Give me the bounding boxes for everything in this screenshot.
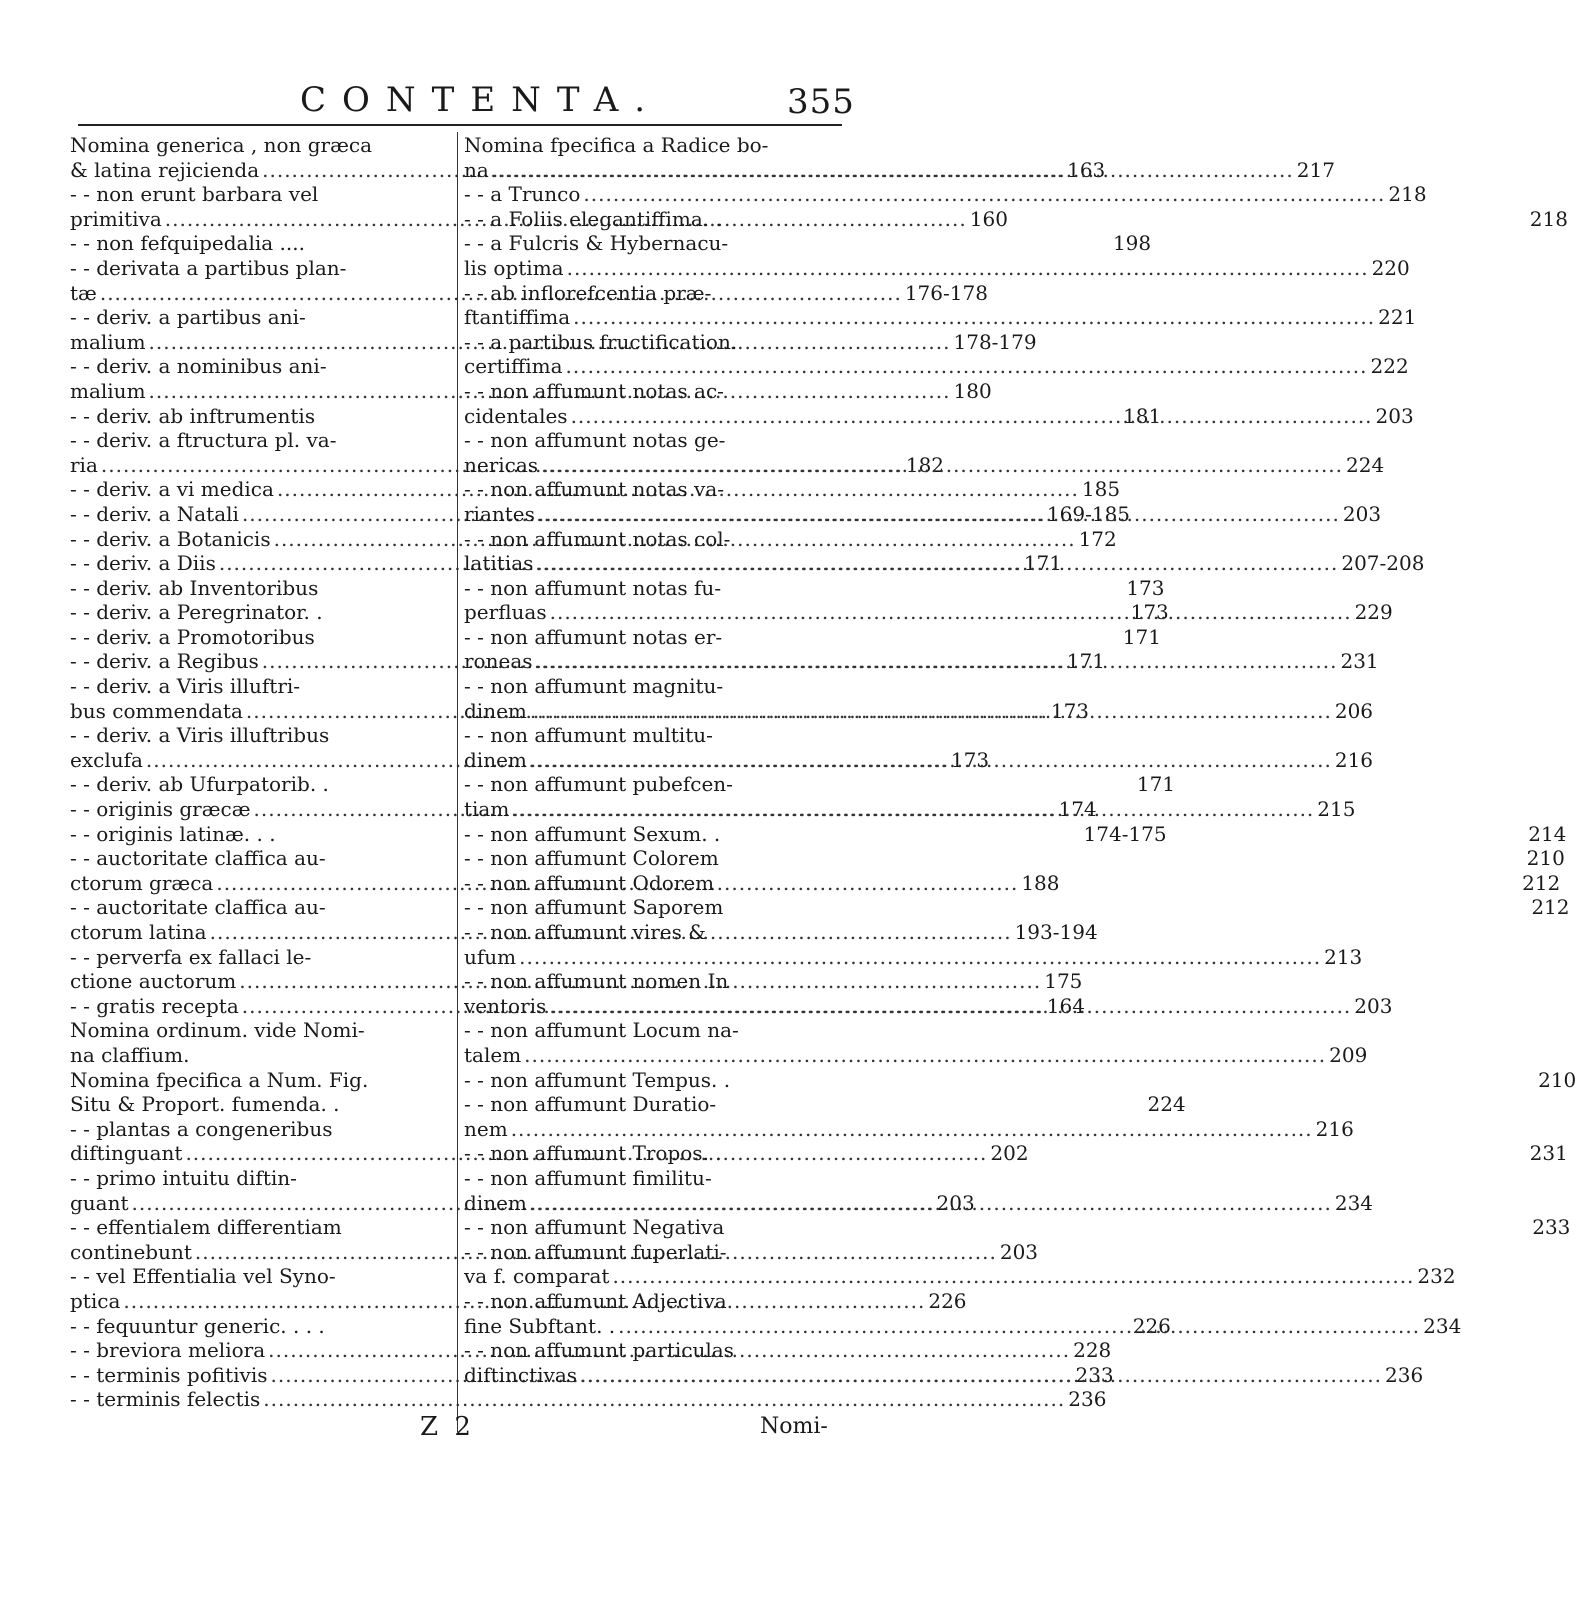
index-entry-line — [464, 1116, 1354, 1142]
entry-text: nericas — [464, 452, 539, 477]
page-reference: 226 — [928, 1288, 967, 1313]
entry-text: - - non affumunt Tempus. . — [464, 1067, 731, 1092]
page-reference: 216 — [1334, 747, 1374, 772]
page-reference: 203 — [999, 1239, 1039, 1264]
entry-text: - - non affumunt fimilitu- — [464, 1165, 712, 1190]
entry-text: ventoris — [464, 993, 547, 1018]
page-reference: 215 — [1317, 797, 1356, 822]
entry-text: diftinguant — [70, 1141, 183, 1166]
page-reference: 236 — [1068, 1387, 1107, 1412]
entry-text: riantes — [464, 501, 535, 526]
index-entry-line — [464, 281, 850, 306]
index-entry-line — [70, 1215, 454, 1240]
page-reference: 174 — [1058, 797, 1097, 822]
index-entry-line — [464, 1018, 850, 1043]
page-reference: 233 — [1532, 1215, 1571, 1240]
entry-text: - - deriv. a Diis — [70, 551, 216, 576]
entry-text: - - non affumunt notas er- — [464, 624, 723, 649]
entry-text: - - non affumunt particulas — [464, 1338, 734, 1363]
page-reference: 217 — [1296, 157, 1335, 182]
entry-text: nem — [464, 1116, 508, 1141]
entry-text: - - perverfa ex fallaci le- — [70, 944, 312, 969]
index-entry-line — [70, 182, 454, 207]
entry-text: - - deriv. ab Inventoribus — [70, 575, 319, 600]
entry-text: ptica — [70, 1288, 121, 1313]
header-rule — [78, 124, 842, 126]
entry-text: - - a Fulcris & Hybernacu- — [464, 231, 729, 256]
index-entry-line — [70, 1043, 454, 1068]
index-entry-line — [70, 428, 454, 453]
entry-text: - - non affumunt Negativa — [464, 1215, 725, 1240]
index-entry-line — [464, 969, 850, 994]
entry-text: - - non affumunt magnitu- — [464, 674, 724, 699]
page-reference: 172 — [1078, 526, 1117, 551]
dot-leader — [583, 182, 1385, 207]
index-entry-line — [70, 674, 454, 699]
entry-text: - - deriv. a partibus ani- — [70, 305, 306, 330]
entry-text: - - non affumunt vires & — [464, 920, 707, 944]
entry-text: ufum — [464, 944, 517, 969]
entry-text: - - originis græcæ — [70, 797, 251, 822]
page-reference: 224 — [1147, 1092, 1186, 1117]
dot-leader — [541, 453, 1343, 478]
entry-text: - - deriv. a Promotoribus — [70, 624, 315, 649]
index-entry-line — [70, 1068, 454, 1093]
entry-text: - - terminis felectis — [70, 1387, 261, 1412]
entry-text: Nomina ordinum. vide Nomi- — [70, 1018, 365, 1043]
page-reference: 182 — [905, 452, 945, 477]
page-reference: 169-185 — [1046, 501, 1131, 526]
dot-leader — [530, 699, 1332, 724]
dot-leader — [524, 1043, 1326, 1068]
entry-text: & latina rejicienda — [70, 157, 260, 182]
index-entry-line — [464, 1092, 850, 1117]
page-reference: 234 — [1334, 1190, 1374, 1215]
page-reference: 171 — [1066, 649, 1105, 674]
index-entry-line — [464, 576, 850, 601]
dot-leader — [530, 1191, 1332, 1216]
entry-text: - - a partibus fructification. — [464, 329, 738, 354]
page-reference: 160 — [969, 206, 1008, 231]
entry-text: va f. comparat — [464, 1264, 610, 1289]
page-reference: 173 — [1050, 698, 1090, 723]
entry-text: - - non fefquipedalia .... — [70, 231, 305, 256]
catchword: Nomi- — [760, 1414, 828, 1439]
entry-text: - - primo intuitu diftin- — [70, 1165, 297, 1190]
page-reference: 206 — [1334, 698, 1374, 723]
index-entry-line — [464, 379, 850, 404]
page-reference: 203 — [1375, 403, 1414, 428]
dot-leader — [571, 404, 1373, 429]
dot-leader — [263, 1387, 1065, 1412]
entry-text: talem — [464, 1042, 522, 1067]
entry-text: ria — [70, 452, 98, 477]
dot-leader — [573, 305, 1375, 330]
entry-text: - - terminis pofitivis — [70, 1362, 268, 1387]
index-entry-line — [464, 1264, 1456, 1289]
index-entry-line — [70, 133, 454, 158]
page-reference: 203 — [1354, 993, 1393, 1018]
page-reference: 171 — [1023, 551, 1062, 576]
index-entry-line — [464, 477, 850, 502]
entry-text: - - fequuntur generic. . . . — [70, 1313, 325, 1338]
entry-text: - - non affumunt Duratio- — [464, 1092, 717, 1117]
index-entry-line — [464, 772, 850, 797]
page-reference: 180 — [953, 378, 992, 403]
page-reference: 233 — [1075, 1362, 1114, 1387]
page-reference: 224 — [1346, 452, 1385, 477]
entry-text: na — [464, 157, 489, 182]
index-entry-line — [464, 255, 1410, 281]
entry-text: ctione auctorum — [70, 969, 237, 994]
page-reference: 202 — [990, 1141, 1029, 1166]
page-reference: 231 — [1529, 1141, 1568, 1166]
entry-text: - - deriv. a Botanicis — [70, 526, 271, 551]
entry-text: - - non affumunt notas ge- — [464, 428, 726, 453]
index-entry-line — [464, 895, 1570, 920]
dot-leader — [580, 1363, 1382, 1388]
dot-leader — [567, 256, 1369, 281]
index-entry-line — [464, 1166, 850, 1191]
entry-text: - - non affumunt notas ac- — [464, 378, 724, 403]
page-reference: 212 — [1531, 895, 1570, 920]
entry-text: - - deriv. a Natali — [70, 501, 239, 526]
entry-text: - - a Trunco — [464, 182, 581, 207]
page-reference: 232 — [1417, 1264, 1456, 1289]
dot-leader — [492, 158, 1294, 183]
index-entry-line — [70, 354, 454, 379]
entry-text: - - deriv. a Regibus — [70, 649, 259, 674]
entry-text: - - deriv. a vi medica — [70, 477, 274, 502]
entry-text: malium — [70, 329, 146, 354]
page-reference: 188 — [1021, 870, 1060, 895]
page-reference: 231 — [1340, 649, 1379, 674]
dot-leader — [549, 994, 1351, 1019]
page-reference: 175 — [1044, 969, 1083, 994]
page-reference: 226 — [1132, 1313, 1171, 1338]
index-entry-line — [70, 1264, 454, 1289]
entry-text: cidentales — [464, 403, 568, 428]
index-entry-line — [464, 625, 850, 650]
page-reference: 181 — [1123, 403, 1162, 428]
entry-text: lis optima — [464, 255, 564, 280]
entry-text: latitias — [464, 551, 534, 576]
page-reference: 229 — [1354, 600, 1393, 625]
index-entry-line — [464, 944, 1363, 970]
entry-text: - - non affumunt Tropos. . — [464, 1141, 722, 1166]
index-entry-line — [464, 133, 850, 158]
entry-text: - - non affumunt Locum na- — [464, 1018, 739, 1043]
entry-text: certiffima — [464, 354, 563, 379]
dot-leader — [536, 649, 1338, 674]
entry-text: ftantiffima — [464, 305, 571, 330]
entry-text: - - vel Effentialia vel Syno- — [70, 1264, 336, 1289]
page-reference: 236 — [1385, 1362, 1424, 1387]
index-entry-line — [70, 723, 454, 748]
dot-leader — [550, 600, 1352, 625]
entry-text: - - non affumunt notas fu- — [464, 575, 722, 600]
page-reference: 173 — [950, 747, 990, 772]
entry-text: - - deriv. a ftructura pl. va- — [70, 428, 337, 453]
dot-leader — [618, 1314, 1420, 1339]
page-reference: 218 — [1529, 206, 1568, 231]
entry-text: exclufa — [70, 747, 143, 772]
page-reference: 198 — [1112, 231, 1152, 256]
entry-text: - - non affumunt fuperlati- — [464, 1239, 727, 1264]
entry-text: - - originis latinæ. . . — [70, 821, 276, 846]
index-entry-line — [464, 1289, 850, 1314]
index-entry-line — [70, 945, 454, 970]
page-reference: 218 — [1388, 182, 1427, 207]
entry-text: - - deriv. a nominibus ani- — [70, 354, 327, 379]
entry-text: Nomina fpecifica a Radice bo- — [464, 133, 769, 157]
entry-text: - - plantas a congeneribus — [70, 1116, 333, 1141]
entry-text: tiam — [464, 797, 510, 822]
page-reference: 173 — [1126, 575, 1165, 600]
entry-text: tæ — [70, 280, 97, 305]
page-number: 355 — [787, 82, 855, 122]
index-entry-line — [70, 1117, 454, 1142]
entry-text: dinem — [464, 698, 527, 723]
entry-text: - - deriv. a Viris illuftribus — [70, 723, 330, 748]
entry-text: ctorum græca — [70, 870, 214, 895]
page-reference: 174-175 — [1083, 821, 1167, 846]
index-entry-line — [464, 1215, 1571, 1240]
page-reference: 173 — [1130, 600, 1169, 625]
index-entry-line — [464, 1240, 850, 1265]
entry-text: - - non affumunt multitu- — [464, 723, 713, 748]
page-reference: 220 — [1371, 255, 1410, 280]
index-entry-line — [464, 428, 850, 453]
entry-text: - - deriv. a Peregrinator. . — [70, 600, 323, 625]
dot-leader — [566, 354, 1368, 379]
index-entry-line — [70, 1018, 454, 1043]
signature-mark: Z 2 — [420, 1412, 475, 1442]
entry-text: continebunt — [70, 1239, 192, 1264]
entry-text: - - breviora meliora — [70, 1338, 266, 1363]
page-reference: 203 — [1342, 501, 1382, 526]
entry-text: - - deriv. ab Ufurpatorib. . — [70, 772, 329, 797]
dot-leader — [536, 551, 1338, 576]
index-entry-line — [70, 1387, 1107, 1412]
index-entry-line — [70, 895, 454, 920]
page-reference: 210 — [1526, 846, 1565, 871]
entry-text: - - non erunt barbara vel — [70, 182, 319, 207]
entry-text: fine Subftant. . — [464, 1313, 616, 1338]
entry-text: - - effentialem differentiam — [70, 1215, 342, 1240]
index-entry-line — [70, 256, 454, 281]
page-reference: 163 — [1067, 157, 1106, 182]
entry-text: - - ab inflorefcentia præ- — [464, 280, 712, 305]
page-reference: 210 — [1538, 1067, 1576, 1092]
entry-text: diftinctivas — [464, 1362, 578, 1387]
dot-leader — [530, 748, 1332, 773]
entry-text: malium — [70, 378, 146, 403]
page-reference: 207-208 — [1341, 551, 1425, 576]
index-entry-line — [464, 1338, 850, 1363]
entry-text: Nomina fpecifica a Num. Fig. — [70, 1067, 369, 1092]
index-entry-line — [70, 157, 1106, 183]
page-reference: 228 — [1073, 1338, 1112, 1363]
entry-text: perfluas — [464, 600, 547, 625]
page-reference: 176-178 — [904, 280, 988, 305]
index-entry-line — [464, 527, 850, 552]
index-entry-line — [70, 846, 454, 871]
entry-text: - - auctoritate claffica au- — [70, 846, 326, 871]
running-head: CONTENTA. — [300, 80, 662, 120]
entry-text: - - non affumunt pubefcen- — [464, 772, 733, 797]
index-entry-line — [464, 723, 850, 748]
page-reference: 212 — [1522, 870, 1561, 895]
page-reference: 178-179 — [953, 329, 1037, 354]
index-entry-line — [70, 305, 454, 330]
page-reference: 214 — [1528, 821, 1567, 846]
dot-leader — [538, 502, 1340, 527]
column-divider — [457, 132, 458, 1432]
entry-text: na claffium. — [70, 1042, 190, 1067]
page-reference: 234 — [1423, 1313, 1462, 1338]
index-entry-line — [464, 354, 1409, 379]
entry-text: - - a Foliis elegantiffima. . — [464, 206, 722, 231]
index-entry-line — [464, 305, 1417, 330]
page-reference: 164 — [1046, 993, 1085, 1018]
entry-text: Nomina generica , non græca — [70, 133, 373, 157]
entry-text: ctorum latina — [70, 920, 207, 944]
entry-text: - - derivata a partibus plan- — [70, 255, 347, 280]
entry-text: primitiva — [70, 206, 162, 231]
page-reference: 193-194 — [1014, 920, 1098, 944]
page-reference: 171 — [1122, 624, 1161, 649]
entry-text: - - non affumunt Sexum. . — [464, 821, 721, 846]
index-entry-line — [464, 674, 850, 699]
index-entry-line — [464, 182, 1427, 207]
index-entry-line — [70, 1166, 454, 1191]
entry-text: - - gratis recepta — [70, 993, 239, 1018]
index-entry-line — [464, 1067, 1576, 1093]
entry-text: - - deriv. ab inftrumentis — [70, 403, 316, 428]
entry-text: - - non affumunt Saporem — [464, 895, 724, 920]
entry-text: - - non affumunt notas col- — [464, 526, 731, 551]
entry-text: - - non affumunt notas va- — [464, 477, 725, 502]
page-reference: 209 — [1329, 1042, 1368, 1067]
entry-text: - - auctoritate claffica au- — [70, 895, 326, 920]
dot-leader — [511, 1117, 1313, 1142]
entry-text: - - non affumunt nomen In — [464, 969, 729, 994]
entry-text: - - deriv. a Viris illuftri- — [70, 674, 301, 699]
entry-text: guant — [70, 1190, 129, 1215]
entry-text: bus commendata — [70, 698, 243, 723]
dot-leader — [512, 797, 1314, 822]
entry-text: - - non affumunt Colorem — [464, 846, 719, 871]
index-entry-line — [464, 846, 1565, 871]
index-entry-line — [464, 920, 850, 945]
dot-leader — [612, 1264, 1414, 1289]
entry-text: roneas — [464, 649, 533, 674]
page-reference: 216 — [1315, 1116, 1354, 1141]
index-entry-line — [464, 1042, 1368, 1068]
page-reference: 213 — [1324, 944, 1363, 969]
index-entry-line — [464, 231, 850, 256]
entry-text: - - non affumunt Adjectiva — [464, 1288, 727, 1313]
page-reference: 221 — [1378, 305, 1417, 330]
page-reference: 222 — [1370, 354, 1409, 379]
page-reference: 203 — [936, 1190, 975, 1215]
dot-leader — [519, 945, 1321, 970]
index-entry-line — [464, 330, 850, 355]
page-reference: 171 — [1136, 772, 1176, 797]
entry-text: dinem — [464, 747, 527, 772]
entry-text: dinem — [464, 1190, 527, 1215]
entry-text: - - non affumunt Odorem — [464, 870, 715, 895]
page-reference: 185 — [1081, 477, 1121, 502]
entry-text: Situ & Proport. fumenda. . — [70, 1092, 340, 1117]
